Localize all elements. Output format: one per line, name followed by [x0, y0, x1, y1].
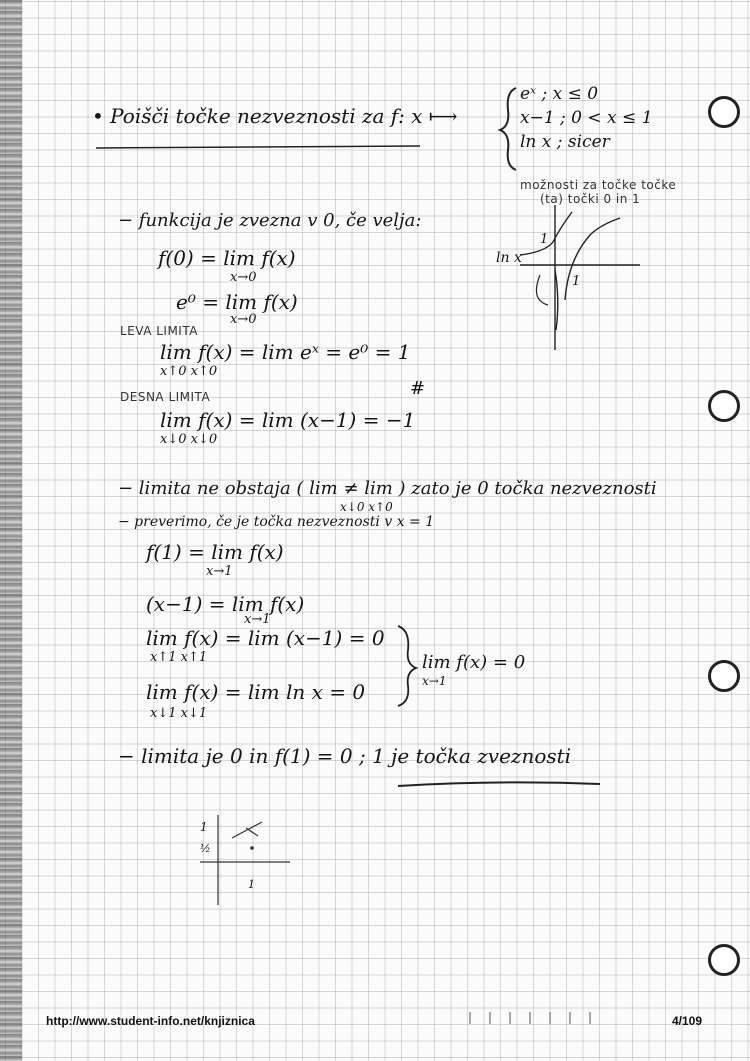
eq-x-1: (x−1) = lim f(x): [146, 592, 305, 616]
sketch-label-1: 1: [200, 820, 208, 834]
limit-at-1: lim f(x) = 0: [422, 652, 526, 673]
eq-x-1-sub: x→1: [244, 612, 271, 627]
side-note-2: (ta) točki 0 in 1: [540, 192, 641, 206]
right-limit-eq: lim f(x) = lim (x−1) = −1: [160, 408, 416, 432]
graph-label-1a: 1: [540, 232, 549, 247]
piece-2: x−1 ; 0 < x ≤ 1: [520, 108, 653, 128]
right-limit-label: DESNA LIMITA: [120, 390, 211, 404]
eq-f0: f(0) = lim f(x): [158, 246, 296, 270]
conclusion-0-sub: x↓0 x↑0: [340, 500, 393, 514]
right-limit-1-sub: x↓1 x↓1: [150, 706, 208, 721]
eq-e0: e⁰ = lim f(x): [176, 290, 298, 314]
graph-label-1b: 1: [572, 274, 581, 289]
piece-1: eˣ ; x ≤ 0: [520, 84, 599, 104]
eq-e0-sub: x→0: [230, 312, 257, 327]
check-x1: − preverimo, če je točka nezveznosti v x = 1: [118, 514, 435, 530]
left-limit-1-sub: x↑1 x↑1: [150, 650, 208, 665]
task-heading: • Poišči točke nezveznosti za f: x ⟼: [92, 104, 458, 128]
hash-mark: #: [410, 378, 426, 399]
left-limit-eq: lim f(x) = lim eˣ = e⁰ = 1: [160, 340, 411, 364]
left-limit-label: LEVA LIMITA: [120, 324, 198, 338]
conclusion-0: − limita ne obstaja ( lim ≠ lim ) zato je 0 točka nezveznosti: [118, 478, 657, 499]
eq-f1-sub: x→1: [206, 564, 233, 579]
right-limit-1: lim f(x) = lim ln x = 0: [146, 680, 366, 704]
left-limit-sub: x↑0 x↑0: [160, 364, 218, 379]
sketch-label-half: ½: [200, 842, 211, 855]
continuity-condition: − funkcija je zvezna v 0, če velja:: [118, 210, 422, 231]
right-limit-sub: x↓0 x↓0: [160, 432, 218, 447]
side-note-1: možnosti za točke točke: [520, 178, 677, 192]
conclusion-1: − limita je 0 in f(1) = 0 ; 1 je točka zveznosti: [118, 744, 572, 768]
sketch-label-x1: 1: [248, 878, 255, 891]
eq-f0-sub: x→0: [230, 270, 257, 285]
eq-f1: f(1) = lim f(x): [146, 540, 284, 564]
limit-at-1-sub: x→1: [422, 674, 447, 688]
page-number: 4/109: [672, 1014, 703, 1028]
graph-label-lnx: ln x: [496, 250, 522, 266]
left-limit-1: lim f(x) = lim (x−1) = 0: [146, 626, 385, 650]
piece-3: ln x ; sicer: [520, 132, 610, 152]
footer-url[interactable]: http://www.student-info.net/knjiznica: [46, 1014, 255, 1028]
